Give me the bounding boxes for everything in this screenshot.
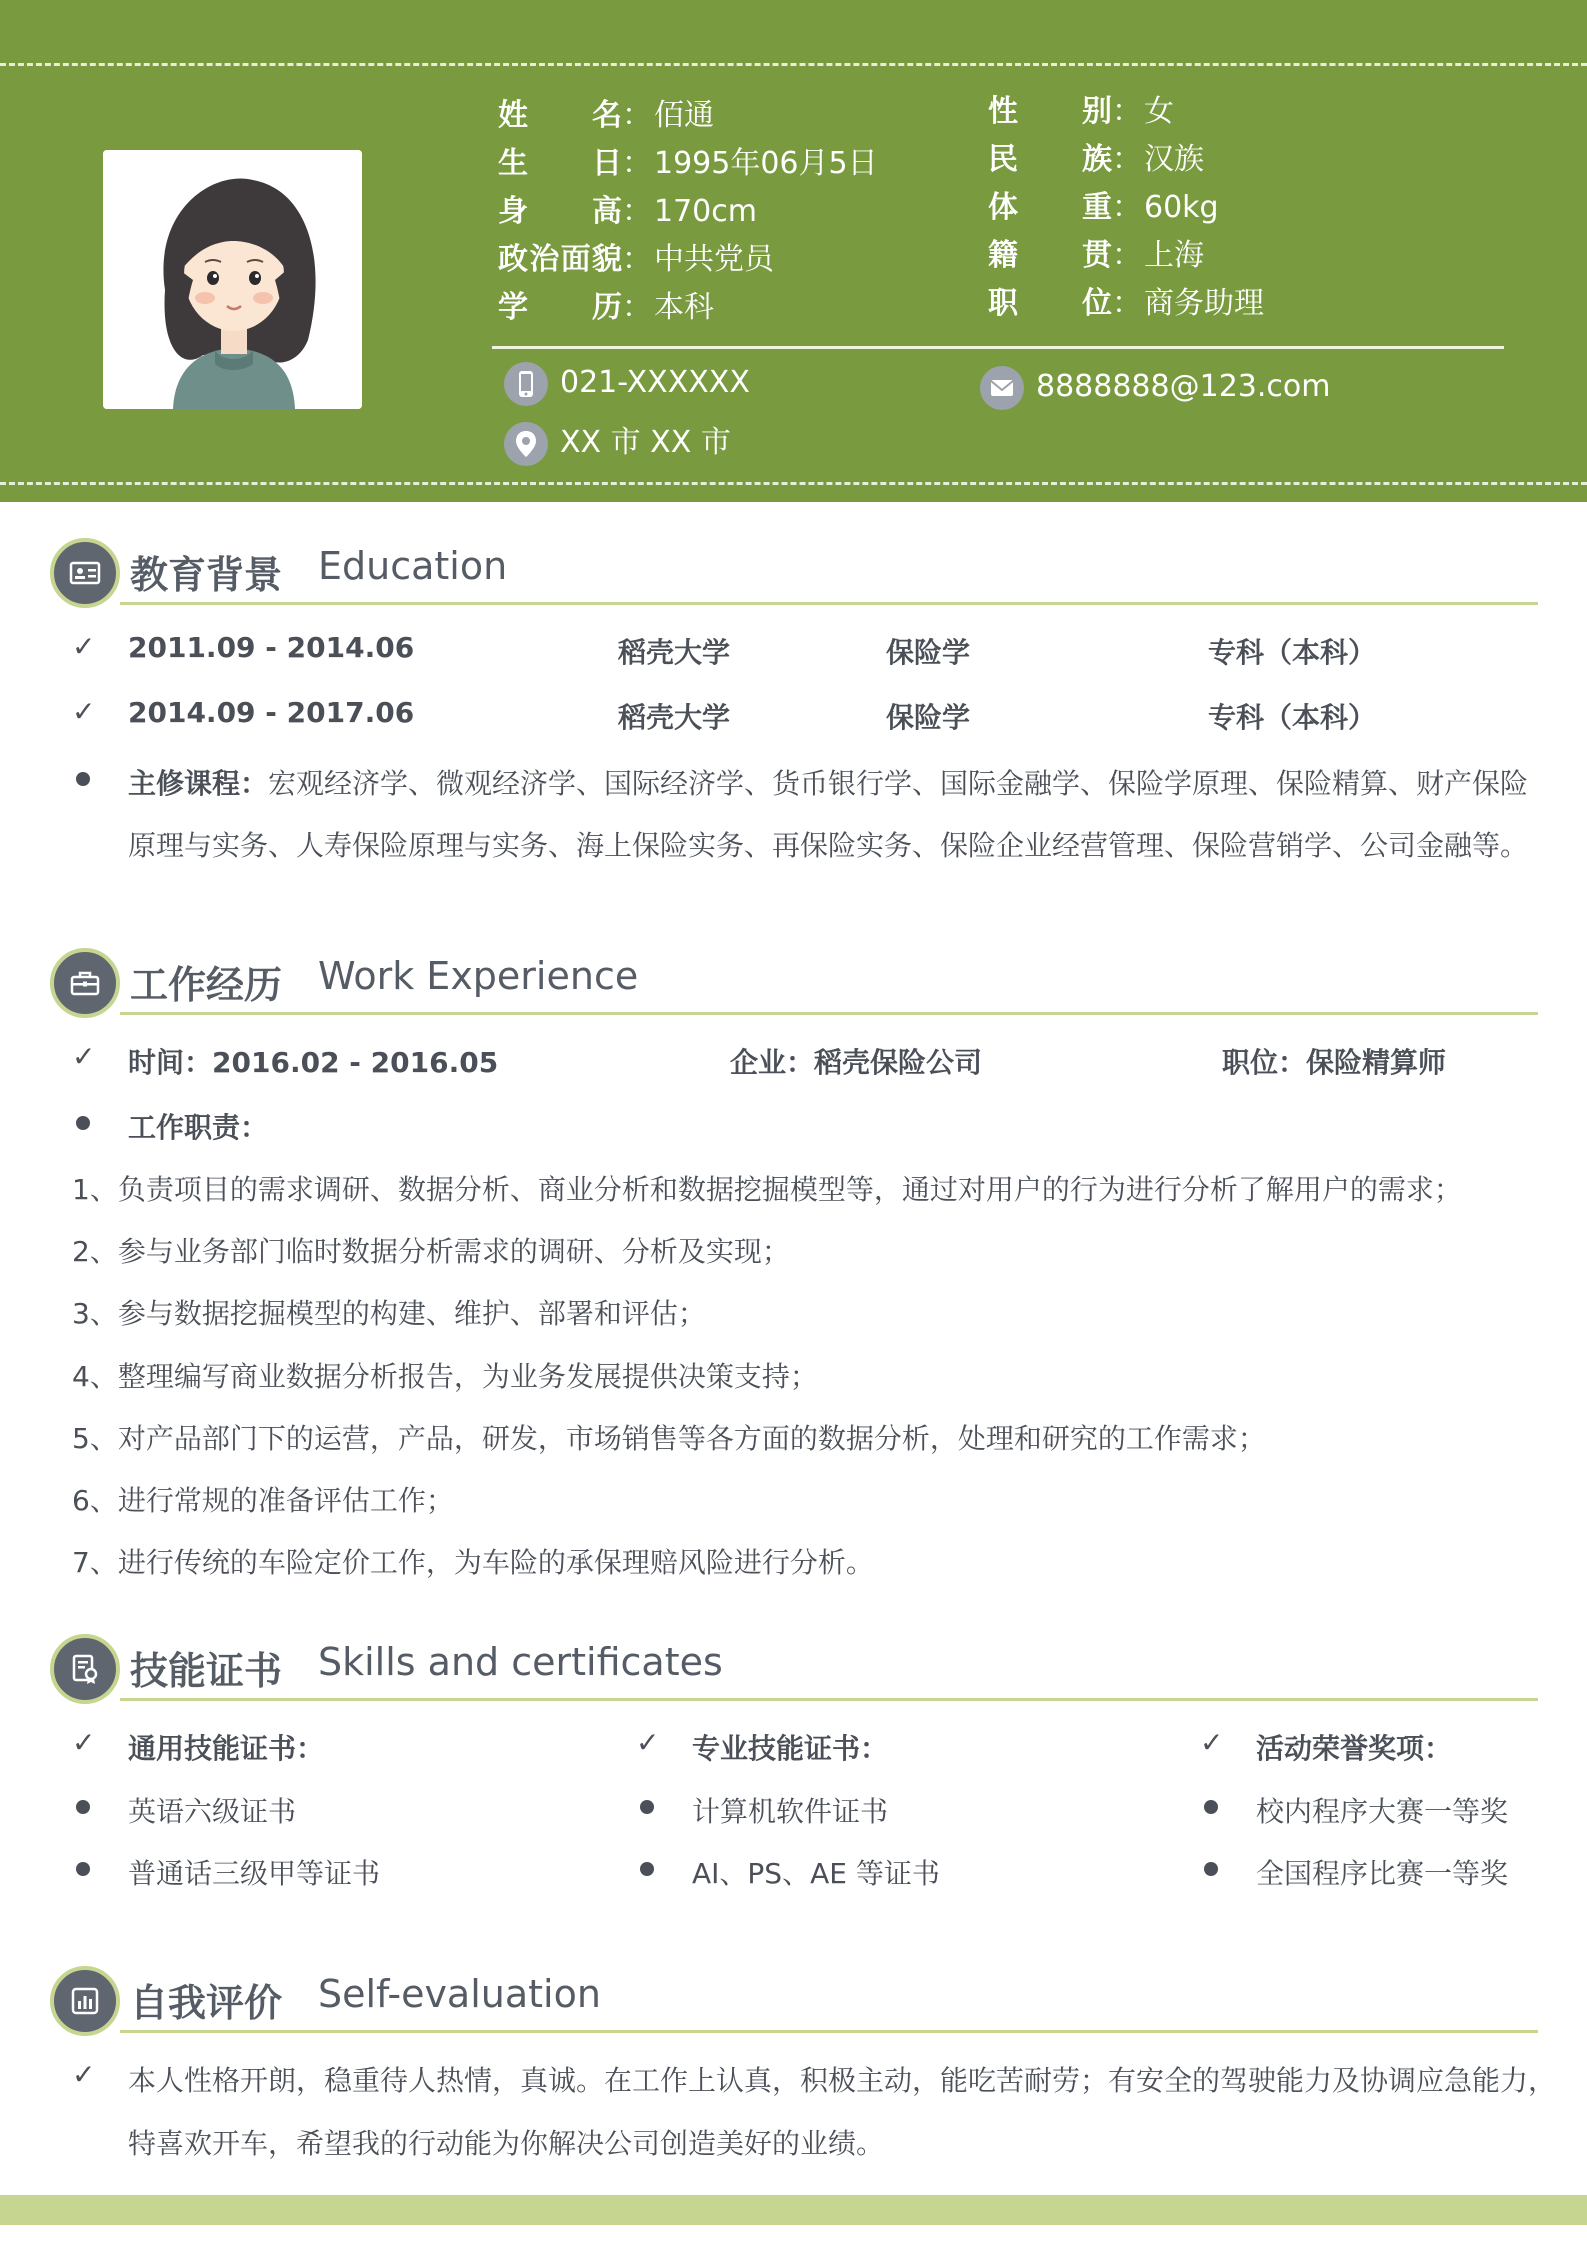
skills-underline [120,1698,1538,1701]
phone-value: 021-XXXXXX [560,365,750,400]
position-value: 商务助理 [1144,286,1264,321]
edu-period: 2014.09 - 2017.06 [128,696,415,729]
profile-column-left [498,92,878,332]
position-label: 职位 [988,286,1112,321]
profile-gender-row [988,88,1264,136]
self-title-cn: 自我评价 [130,1981,283,2025]
name-label: 姓名 [498,98,622,133]
bullet-dot [640,1862,654,1876]
briefcase-icon [69,967,101,999]
height-label: 身高 [498,194,622,229]
profile-height-row [498,188,878,236]
profile-weight-row [988,184,1264,232]
gender-value: 女 [1144,94,1174,129]
work-company [730,1041,982,1081]
birthday-label: 生日 [498,146,622,181]
politics-value: 中共党员 [654,242,774,277]
work-company-label: 企业： [730,1046,815,1079]
bullet-dot [76,1862,90,1876]
ethnicity-value: 汉族 [1144,142,1204,177]
height-colon: ： [622,194,652,229]
mail-icon [980,366,1024,410]
work-time-value: 2016.02 - 2016.05 [212,1046,499,1079]
politics-colon: ： [622,242,652,277]
ethnicity-label: 民族 [988,142,1112,177]
skills-col-title: 通用技能证书： [128,1732,325,1765]
section-skills-header [50,1634,1538,1704]
ethnicity-colon: ： [1112,142,1142,177]
bullet-dot [76,772,90,786]
courses-line-1 [128,762,1528,802]
check-icon: ✓ [636,1726,660,1759]
education-colon: ： [622,290,652,325]
section-self-header [50,1966,1538,2036]
section-education-header [50,538,1538,608]
edu-school: 稻壳大学 [618,701,731,734]
skills-title-cn: 技能证书 [130,1649,283,1693]
profile-position-row [988,280,1264,328]
education-value: 本科 [654,290,714,325]
bullet-dot [76,1116,90,1130]
name-value: 佰通 [654,98,714,133]
skills-item: 计算机软件证书 [692,1795,889,1828]
duty-item: 5、对产品部门下的运营，产品，研发，市场销售等各方面的数据分析，处理和研究的工作需求； [72,1422,1266,1455]
work-title-en: Work Experience [318,954,639,998]
header-dashed-line-top [0,63,1587,66]
profile-origin-row [988,232,1264,280]
check-icon: ✓ [72,630,96,663]
work-time [128,1041,498,1081]
bullet-dot [76,1800,90,1814]
location-icon [504,422,548,466]
contact-phone [504,360,750,406]
weight-label: 体重 [988,190,1112,225]
edu-school: 稻壳大学 [618,636,731,669]
position-colon: ： [1112,286,1142,321]
bullet-dot [1204,1862,1218,1876]
skills-item: 全国程序比赛一等奖 [1256,1857,1509,1890]
duty-item: 3、参与数据挖掘模型的构建、维护、部署和评估； [72,1297,706,1330]
courses-text-1: 宏观经济学、微观经济学、国际经济学、货币银行学、国际金融学、保险学原理、保险精算、财产保险 [268,767,1529,800]
edu-degree: 专科（本科） [1208,701,1377,734]
self-title-en: Self-evaluation [318,1972,601,2016]
profile-education-row [498,284,878,332]
skills-badge [50,1634,120,1704]
work-job-value: 保险精算师 [1306,1046,1447,1079]
skills-item: 普通话三级甲等证书 [128,1857,381,1890]
skills-title-en: Skills and certificates [318,1640,723,1684]
skills-item: 英语六级证书 [128,1795,297,1828]
weight-colon: ： [1112,190,1142,225]
education-title-cn: 教育背景 [130,553,283,597]
education-title-en: Education [318,544,508,588]
duty-item: 4、整理编写商业数据分析报告，为业务发展提供决策支持； [72,1360,818,1393]
skills-col-title: 专业技能证书： [692,1732,889,1765]
profile-ethnicity-row [988,136,1264,184]
education-label: 学历 [498,290,622,325]
resume-header [0,0,1587,502]
edu-major: 保险学 [886,636,971,669]
section-work-header [50,948,1538,1018]
duty-item: 6、进行常规的准备评估工作； [72,1484,454,1517]
check-icon: ✓ [72,2058,96,2091]
bullet-dot [1204,1800,1218,1814]
profile-politics-row [498,236,878,284]
work-job [1222,1041,1446,1081]
weight-value: 60kg [1144,190,1219,225]
contact-location [504,420,731,466]
profile-birthday-row [498,140,878,188]
duty-item: 7、进行传统的车险定价工作，为车险的承保理赔风险进行分析。 [72,1546,874,1579]
check-icon: ✓ [1200,1726,1224,1759]
origin-colon: ： [1112,238,1142,273]
phone-icon [504,362,548,406]
avatar-illustration [103,150,362,409]
check-icon: ✓ [72,1040,96,1073]
gender-label: 性别 [988,94,1112,129]
name-colon: ： [622,98,652,133]
contact-email [980,364,1330,410]
edu-degree: 专科（本科） [1208,636,1377,669]
header-dashed-line-bottom [0,482,1587,485]
self-text-line-1: 本人性格开朗，稳重待人热情，真诚。在工作上认真，积极主动，能吃苦耐劳；有安全的驾驶能力及协调应急能力， [128,2064,1557,2097]
origin-value: 上海 [1144,238,1204,273]
politics-label: 政治面貌 [498,242,622,277]
work-underline [120,1012,1538,1015]
gender-colon: ： [1112,94,1142,129]
duty-item: 1、负责项目的需求调研、数据分析、商业分析和数据挖掘模型等，通过对用户的行为进行分析了解用户的需求； [72,1173,1462,1206]
height-value: 170cm [654,194,757,229]
check-icon: ✓ [72,1726,96,1759]
check-icon: ✓ [72,695,96,728]
duty-item: 2、参与业务部门临时数据分析需求的调研、分析及实现； [72,1235,790,1268]
id-card-icon [69,557,101,589]
duties-label: 工作职责： [128,1111,269,1144]
birthday-value: 1995年06月5日 [654,146,878,181]
chart-icon [69,1985,101,2017]
work-badge [50,948,120,1018]
work-title-cn: 工作经历 [130,963,283,1007]
certificate-icon [69,1653,101,1685]
self-text-line-2: 特喜欢开车，希望我的行动能为你解决公司创造美好的业绩。 [128,2127,885,2160]
location-value: XX 市 XX 市 [560,425,731,460]
education-badge [50,538,120,608]
footer-bar [0,2195,1587,2225]
courses-line-2: 原理与实务、人寿保险原理与实务、海上保险实务、再保险实务、保险企业经营管理、保险营销学、公司金融等。 [128,829,1529,862]
work-time-label: 时间： [128,1046,213,1079]
education-underline [120,602,1538,605]
edu-major: 保险学 [886,701,971,734]
skills-item: AI、PS、AE 等证书 [692,1857,940,1890]
skills-item: 校内程序大赛一等奖 [1256,1795,1509,1828]
work-company-value: 稻壳保险公司 [814,1046,983,1079]
header-divider [492,346,1504,349]
bullet-dot [640,1800,654,1814]
profile-column-right [988,88,1264,328]
birthday-colon: ： [622,146,652,181]
profile-name-row [498,92,878,140]
courses-label: 主修课程： [128,767,269,800]
avatar [103,150,362,409]
origin-label: 籍贯 [988,238,1112,273]
self-badge [50,1966,120,2036]
edu-period: 2011.09 - 2014.06 [128,631,415,664]
skills-col-title: 活动荣誉奖项： [1256,1732,1453,1765]
work-job-label: 职位： [1222,1046,1307,1079]
self-underline [120,2030,1538,2033]
email-value: 8888888@123.com [1036,369,1331,404]
